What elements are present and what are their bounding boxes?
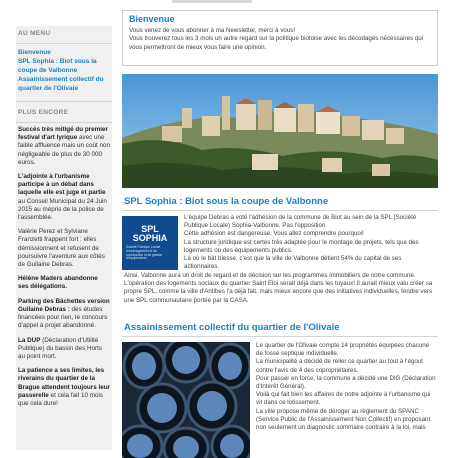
news-item-text: au Conseil Municipal du 24 Juin 2015 au mépris de la police de l'assemblée. (18, 197, 107, 222)
logo-line2: SOPHIA (132, 233, 168, 243)
pipes-image (122, 342, 250, 458)
news-item-text: des études financées pour rien, le concours d'appel à projet abandonné. (18, 305, 108, 330)
news-item-bold: L'adjointe à l'urbanisme participe à un débat dans laquelle elle est juge et partie (18, 173, 106, 197)
paragraph: La municipalité a décidé de relier ce quartier au tout à l'égout contre l'avis de 4 des copropriétaires. (256, 358, 423, 374)
news-item-bold: Hélène Maders abandonne ses délégations. (18, 275, 98, 291)
news-item-bold: Parking des Bâchettes version Guilaine Debras : (18, 297, 110, 313)
paragraph: Le quartier de l'Olivaie compte 14 propriétés équipées chacune de fosse septique individuelle. (256, 342, 430, 358)
news-item-bold: Succès très mitigé du premier festival d'art lyrique (18, 126, 108, 142)
sidebar-menu (16, 47, 112, 98)
sidebar-link-assainissement[interactable]: Assainissement collectif du quartier de l'Olivaie (18, 76, 104, 92)
logo-caption: Société Publique Locale d'aménagement et de construction et de gestion d'équipements (126, 245, 163, 261)
bienvenue-box (122, 10, 438, 66)
news-item-bold: La DUP (18, 336, 41, 344)
top-strip (124, 0, 434, 6)
paragraph: La structure juridique est certes très adaptée pour le montage de projets, tels que des logements ou des équipements publics. (184, 238, 419, 254)
news-item-text: avec une faible affluence mais un coût non négligeable de plus de 30 000 euros. (18, 134, 110, 166)
divider (16, 122, 112, 123)
sidebar-news-item (18, 367, 110, 408)
sidebar-news-item (18, 337, 110, 362)
bienvenue-line: Vous trouverez tous les 3 mois un autre regard sur la politique biotoise avec les décodages nécessaires qui vous permettront de mieux vous faire une opinion. (129, 35, 424, 51)
sidebar (16, 26, 112, 450)
hilltop-village-photo (122, 74, 438, 188)
logo-line1: SPL (141, 224, 159, 234)
divider (16, 43, 112, 44)
sidebar-link-bienvenue[interactable]: Bienvenue (18, 49, 51, 56)
section-spl-title: SPL Sophia : Biot sous la coupe de Valbonne (124, 196, 329, 207)
paragraph: Là où le bât blesse, c'est que la ville de Valbonne détient 54% du capital de ses actionnaires. (184, 255, 402, 271)
sidebar-news-item (18, 228, 110, 269)
bienvenue-text (123, 24, 437, 52)
paragraph: Pour passer en force, la commune a décidé une DIG (Déclaration d'Intérêt Général). (256, 374, 436, 391)
section-spl-body (184, 214, 436, 271)
section-olivaie-body (256, 342, 436, 432)
sidebar-news-list (16, 126, 112, 408)
paragraph: L'équipe Debras a voté l'adhésion de la commune de Biot au sein de la SPL (Société Publique Locale) Sophia-Valbonne. Pas l'opposition. (184, 214, 417, 230)
sidebar-news-item (18, 275, 110, 291)
divider (122, 336, 438, 337)
sidebar-news-item (18, 126, 110, 167)
paragraph: Cette adhésion est dangereuse. Vous allez comprendre pourquoi! (184, 230, 364, 238)
sewer-pipes-photo (122, 342, 250, 458)
paragraph: Voilà qui fait bien les affaires de notre adjointe à l'urbanisme qui vit dans ce lotissement. (256, 391, 431, 407)
section-spl-continuation: Ainsi, Valbonne aura un droit de regard et de décision sur les programmes immobiliers de notre commune. L'opération des logements sociaux du quartier Saint Eloi serait déjà dans les tuyaux! Il aurait mieux valu créer sa propre SPL, comme la ville d'Antibes l'a déjà fait, mais mieux encore que des initiatives individuelles, tendre vers une SPL communautaire portée par la CASA. (124, 272, 433, 304)
divider (16, 101, 112, 102)
paragraph: La ville propose même de déroger au règlement du SPANC (Service Public de l'Assainissement Non Collectif) en proposant non seulement un diagnostic sommaire contraire à la loi, mais (256, 407, 431, 432)
sidebar-news-item (18, 298, 110, 331)
news-item-text: et cela fait 10 mois que cela dure! (18, 391, 104, 407)
bienvenue-title: Bienvenue (129, 14, 175, 24)
spl-sophia-logo (122, 216, 178, 270)
sidebar-link-spl-sophia[interactable]: SPL Sophia : Biot sous la coupe de Valbonne (18, 58, 97, 74)
sidebar-menu-header: AU MENU (18, 30, 51, 37)
bienvenue-line: Vous venez de vous abonner à ma Newsletter, merci à vous! (129, 27, 296, 34)
section-olivaie-title: Assainissement collectif du quartier de l'Olivaie (124, 322, 340, 333)
hero-image (122, 74, 438, 188)
news-item-bold: La patience a ses limites, les riverains du quartier de la Brague attendent toujours leur passerelle (18, 367, 111, 399)
divider (122, 210, 438, 211)
news-item-text: Valérie Perez et Sylviane Franzetti frappent fort : elles démissionnent et refusent de poursuivre l'aventure aux côtés de Guilaine Debras. (18, 228, 105, 269)
news-item-text: (Déclaration d'Utilité Publique) du bassin des Horts au point mort. (18, 336, 103, 360)
top-strip-bar (172, 0, 252, 3)
sidebar-news-header: PLUS ENCORE (18, 109, 69, 117)
sidebar-news-item (18, 173, 110, 222)
